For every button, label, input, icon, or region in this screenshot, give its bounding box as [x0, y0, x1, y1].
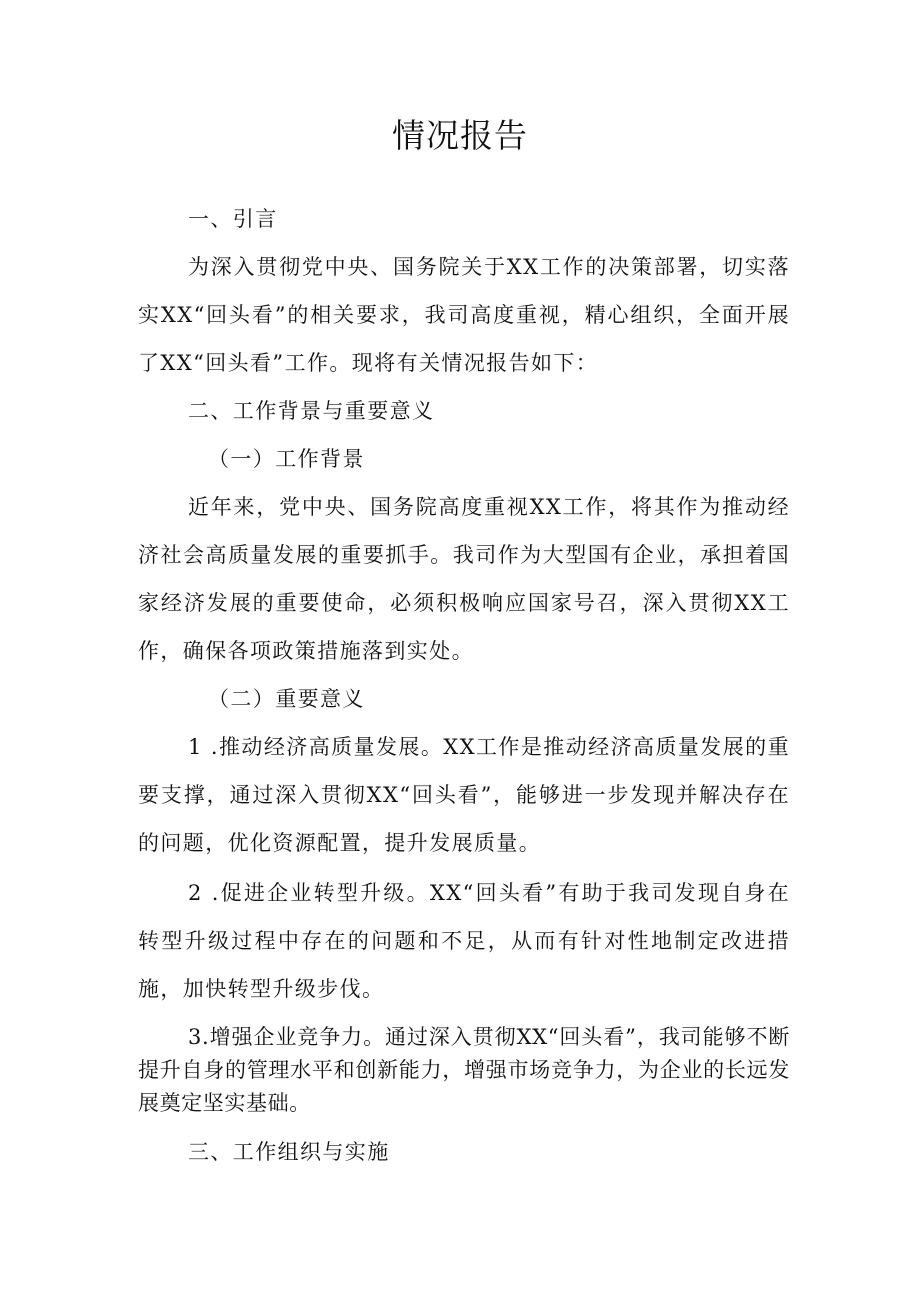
significance-item-1: 1 .推动经济高质量发展。XX工作是推动经济高质量发展的重要支撑，通过深入贯彻XX“回头看”，能够进一步发现并解决存在的问题，优化资源配置，提升发展质量。 — [138, 735, 790, 855]
document-body — [138, 195, 790, 1176]
section-heading-organization-implementation: 三、工作组织与实施 — [188, 1140, 390, 1164]
significance-item-2: 2 .促进企业转型升级。XX“回头看”有助于我司发现自身在转型升级过程中存在的问题和不足，从而有针对性地制定改进措施，加快转型升级步伐。 — [138, 881, 790, 1001]
section-heading-background-significance: 二、工作背景与重要意义 — [188, 399, 435, 423]
subsection-heading-significance: （二）重要意义 — [208, 687, 365, 711]
subsection-heading-background: （一）工作背景 — [208, 447, 365, 471]
document-title: 情况报告 — [392, 116, 528, 155]
section-heading-introduction: 一、引言 — [188, 207, 278, 231]
significance-item-3: 3.增强企业竞争力。通过深入贯彻XX“回头看”，我司能够不断提升自身的管理水平和创新能力，增强市场竞争力，为企业的长远发展奠定坚实基础。 — [138, 1025, 790, 1115]
introduction-paragraph: 为深入贯彻党中央、国务院关于XX工作的决策部署，切实落实XX“回头看”的相关要求，我司高度重视，精心组织，全面开展了XX“回头看”工作。现将有关情况报告如下： — [138, 255, 790, 375]
background-paragraph: 近年来，党中央、国务院高度重视XX工作，将其作为推动经济社会高质量发展的重要抓手。我司作为大型国有企业，承担着国家经济发展的重要使命，必须积极响应国家号召，深入贯彻XX工作，确保各项政策措施落到实处。 — [138, 495, 790, 663]
